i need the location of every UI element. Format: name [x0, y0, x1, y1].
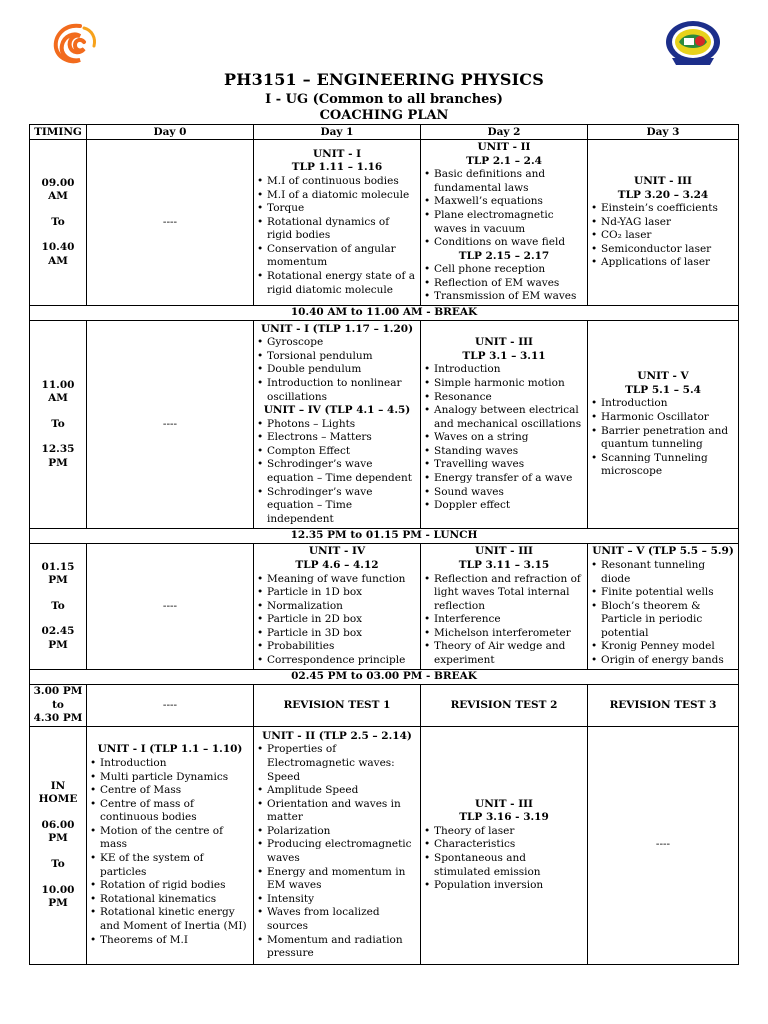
list-item: • Barrier penetration and quantum tunneling [591, 425, 735, 452]
list-item: • Properties of Electromagnetic waves: Speed [257, 743, 417, 784]
list-item: • Spontaneous and stimulated emission [424, 852, 584, 879]
unit-heading: UNIT - I [312, 147, 362, 160]
list-item: • Theory of Air wedge and experiment [424, 640, 584, 667]
list-item: • Schrodinger’s wave equation – Time dependent [257, 458, 417, 485]
topic-list [424, 168, 584, 250]
list-item: • Rotational dynamics of rigid bodies [257, 216, 417, 243]
row1-day1-cell [254, 140, 421, 306]
timing-cell-3: 01.15 PM To 02.45 PM [30, 544, 87, 670]
list-item: • Particle in 3D box [257, 627, 417, 641]
list-item: • Rotational energy state of a rigid diatomic molecule [257, 270, 417, 297]
tlp-heading: TLP 2.15 – 2.17 [458, 249, 550, 262]
row3-day1-cell [254, 544, 421, 670]
topic-list [424, 263, 584, 304]
topic-list [424, 363, 584, 513]
list-item: • Electrons – Matters [257, 431, 417, 445]
list-item: • Characteristics [424, 838, 584, 852]
break-row-3 [30, 670, 739, 685]
topic-list [257, 418, 417, 527]
topic-list [424, 825, 584, 893]
row5-day2-cell [421, 726, 588, 964]
list-item: • Polarization [257, 825, 417, 839]
list-item: • Standing waves [424, 445, 584, 459]
list-item: • Basic definitions and fundamental laws [424, 168, 584, 195]
timing-cell-1: 09.00 AM To 10.40 AM [30, 140, 87, 306]
list-item: • Double pendulum [257, 363, 417, 377]
timing-cell-4: 3.00 PM to 4.30 PM [30, 685, 87, 727]
list-item: • Multi particle Dynamics [90, 771, 250, 785]
list-item: • Correspondence principle [257, 654, 417, 668]
list-item: • Bloch’s theorem & Particle in periodic potential [591, 600, 735, 641]
tlp-heading: TLP 5.1 – 5.4 [625, 383, 701, 396]
col-header-timing: TIMING [30, 125, 87, 140]
list-item: • Einstein’s coefficients [591, 202, 735, 216]
list-item: • Introduction [90, 757, 250, 771]
topic-list [591, 559, 735, 668]
list-item: • Centre of Mass [90, 784, 250, 798]
list-item: • Travelling waves [424, 458, 584, 472]
tlp-heading: TLP 3.11 – 3.15 [458, 558, 550, 571]
list-item: • Scanning Tunneling microscope [591, 452, 735, 479]
row2-day3-cell [588, 321, 739, 529]
unit-heading: UNIT - III [634, 174, 692, 187]
unit-heading: UNIT - V [637, 370, 689, 383]
list-item: • Normalization [257, 600, 417, 614]
unit-heading: UNIT – V (TLP 5.5 – 5.9) [592, 545, 734, 558]
document-subtitle: I - UG (Common to all branches) [265, 92, 503, 107]
list-item: • Semiconductor laser [591, 243, 735, 257]
unit-heading: UNIT - III [475, 797, 533, 810]
list-item: • M.I of continuous bodies [257, 175, 417, 189]
unit-heading: UNIT - III [475, 336, 533, 349]
col-header-day1: Day 1 [254, 125, 421, 140]
row2-day1-cell [254, 321, 421, 529]
list-item: • Producing electromagnetic waves [257, 838, 417, 865]
list-item: • Rotational kinematics [90, 893, 250, 907]
row5-day0-cell [87, 726, 254, 964]
topic-list [90, 757, 250, 947]
list-item: • Compton Effect [257, 445, 417, 459]
unit-heading: UNIT - II [477, 140, 531, 153]
institution-crest-logo-icon [664, 20, 722, 68]
unit-heading: UNIT - II (TLP 2.5 – 2.14) [262, 729, 412, 742]
revision-test-2: REVISION TEST 2 [421, 685, 588, 727]
list-item: • Particle in 2D box [257, 613, 417, 627]
list-item: • Transmission of EM waves [424, 290, 584, 304]
tlp-heading: TLP 3.1 – 3.11 [462, 349, 546, 362]
row1-day3-cell [588, 140, 739, 306]
list-item: • Meaning of wave function [257, 573, 417, 587]
list-item: • Sound waves [424, 486, 584, 500]
break-row-1 [30, 306, 739, 321]
institution-swirl-logo-icon [50, 22, 102, 66]
row3-day3-cell [588, 544, 739, 670]
break-label: 10.40 AM to 11.00 AM - BREAK [30, 306, 739, 321]
topic-list [257, 743, 417, 961]
list-item: • Waves from localized sources [257, 906, 417, 933]
list-item: • Harmonic Oscillator [591, 411, 735, 425]
list-item: • Applications of laser [591, 256, 735, 270]
document-title: PH3151 – ENGINEERING PHYSICS [224, 70, 544, 89]
row3-day0-cell: ---- [87, 544, 254, 670]
list-item: • Population inversion [424, 879, 584, 893]
topic-list [424, 573, 584, 668]
list-item: • Introduction to nonlinear oscillations [257, 377, 417, 404]
unit-heading: UNIT - IV [308, 545, 366, 558]
unit-heading: UNIT - I (TLP 1.1 – 1.10) [97, 743, 243, 756]
list-item: • Kronig Penney model [591, 640, 735, 654]
list-item: • Conditions on wave field [424, 236, 584, 250]
lunch-label: 12.35 PM to 01.15 PM - LUNCH [30, 529, 739, 544]
list-item: • Introduction [424, 363, 584, 377]
list-item: • Rotational kinetic energy and Moment of Inertia (MI) [90, 906, 250, 933]
list-item: • Momentum and radiation pressure [257, 934, 417, 961]
col-header-day3: Day 3 [588, 125, 739, 140]
row2-day0-cell: ---- [87, 321, 254, 529]
coaching-plan-table [29, 124, 739, 965]
break-label: 02.45 PM to 03.00 PM - BREAK [30, 670, 739, 685]
tlp-heading: TLP 1.11 – 1.16 [291, 161, 383, 174]
list-item: • Cell phone reception [424, 263, 584, 277]
list-item: • Reflection of EM waves [424, 277, 584, 291]
list-item: • Simple harmonic motion [424, 377, 584, 391]
row5-day3-cell: ---- [588, 726, 739, 964]
unit-heading: UNIT – IV (TLP 4.1 – 4.5) [263, 404, 411, 417]
list-item: • Intensity [257, 893, 417, 907]
list-item: • Orientation and waves in matter [257, 798, 417, 825]
list-item: • Analogy between electrical and mechanical oscillations [424, 404, 584, 431]
row1-day2-cell [421, 140, 588, 306]
list-item: • Schrodinger’s wave equation – Time independent [257, 486, 417, 527]
list-item: • Doppler effect [424, 499, 584, 513]
topic-list [257, 573, 417, 668]
list-item: • Energy transfer of a wave [424, 472, 584, 486]
row3-day2-cell [421, 544, 588, 670]
list-item: • Centre of mass of continuous bodies [90, 798, 250, 825]
topic-list [591, 202, 735, 270]
list-item: • Reflection and refraction of light waves Total internal reflection [424, 573, 584, 614]
session-row-2 [30, 321, 739, 529]
list-item: • Maxwell’s equations [424, 195, 584, 209]
break-row-2 [30, 529, 739, 544]
revision-test-1: REVISION TEST 1 [254, 685, 421, 727]
unit-heading: UNIT - I (TLP 1.17 – 1.20) [260, 322, 414, 335]
list-item: • KE of the system of particles [90, 852, 250, 879]
home-study-row [30, 726, 739, 964]
list-item: • Finite potential wells [591, 586, 735, 600]
row2-day2-cell [421, 321, 588, 529]
list-item: • Particle in 1D box [257, 586, 417, 600]
list-item: • Probabilities [257, 640, 417, 654]
unit-heading: UNIT - III [475, 545, 533, 558]
session-row-1 [30, 140, 739, 306]
list-item: • Resonance [424, 391, 584, 405]
tlp-heading: TLP 2.1 – 2.4 [466, 154, 542, 167]
col-header-day0: Day 0 [87, 125, 254, 140]
session-row-3 [30, 544, 739, 670]
list-item: • CO₂ laser [591, 229, 735, 243]
list-item: • Origin of energy bands [591, 654, 735, 668]
list-item: • Conservation of angular momentum [257, 243, 417, 270]
list-item: • Michelson interferometer [424, 627, 584, 641]
timing-cell-2: 11.00 AM To 12.35 PM [30, 321, 87, 529]
list-item: • Introduction [591, 397, 735, 411]
row5-day1-cell [254, 726, 421, 964]
list-item: • Amplitude Speed [257, 784, 417, 798]
list-item: • Theory of laser [424, 825, 584, 839]
revision-test-3: REVISION TEST 3 [588, 685, 739, 727]
list-item: • Theorems of M.I [90, 934, 250, 948]
list-item: • Photons – Lights [257, 418, 417, 432]
row1-day0-cell: ---- [87, 140, 254, 306]
revision-row [30, 685, 739, 727]
list-item: • Interference [424, 613, 584, 627]
list-item: • Plane electromagnetic waves in vacuum [424, 209, 584, 236]
list-item: • Torque [257, 202, 417, 216]
coaching-plan-heading: COACHING PLAN [319, 108, 449, 123]
list-item: • Waves on a string [424, 431, 584, 445]
list-item: • Resonant tunneling diode [591, 559, 735, 586]
tlp-heading: TLP 3.16 - 3.19 [459, 811, 549, 824]
topic-list [257, 175, 417, 297]
header-row [30, 125, 739, 140]
row4-day0-cell: ---- [87, 685, 254, 727]
topic-list [591, 397, 735, 479]
list-item: • Energy and momentum in EM waves [257, 866, 417, 893]
topic-list [257, 336, 417, 404]
col-header-day2: Day 2 [421, 125, 588, 140]
list-item: • M.I of a diatomic molecule [257, 189, 417, 203]
timing-cell-5: IN HOME 06.00 PM To 10.00 PM [30, 726, 87, 964]
list-item: • Rotation of rigid bodies [90, 879, 250, 893]
tlp-heading: TLP 3.20 – 3.24 [617, 188, 709, 201]
list-item: • Motion of the centre of mass [90, 825, 250, 852]
list-item: • Gyroscope [257, 336, 417, 350]
tlp-heading: TLP 4.6 – 4.12 [295, 558, 379, 571]
list-item: • Torsional pendulum [257, 350, 417, 364]
list-item: • Nd-YAG laser [591, 216, 735, 230]
